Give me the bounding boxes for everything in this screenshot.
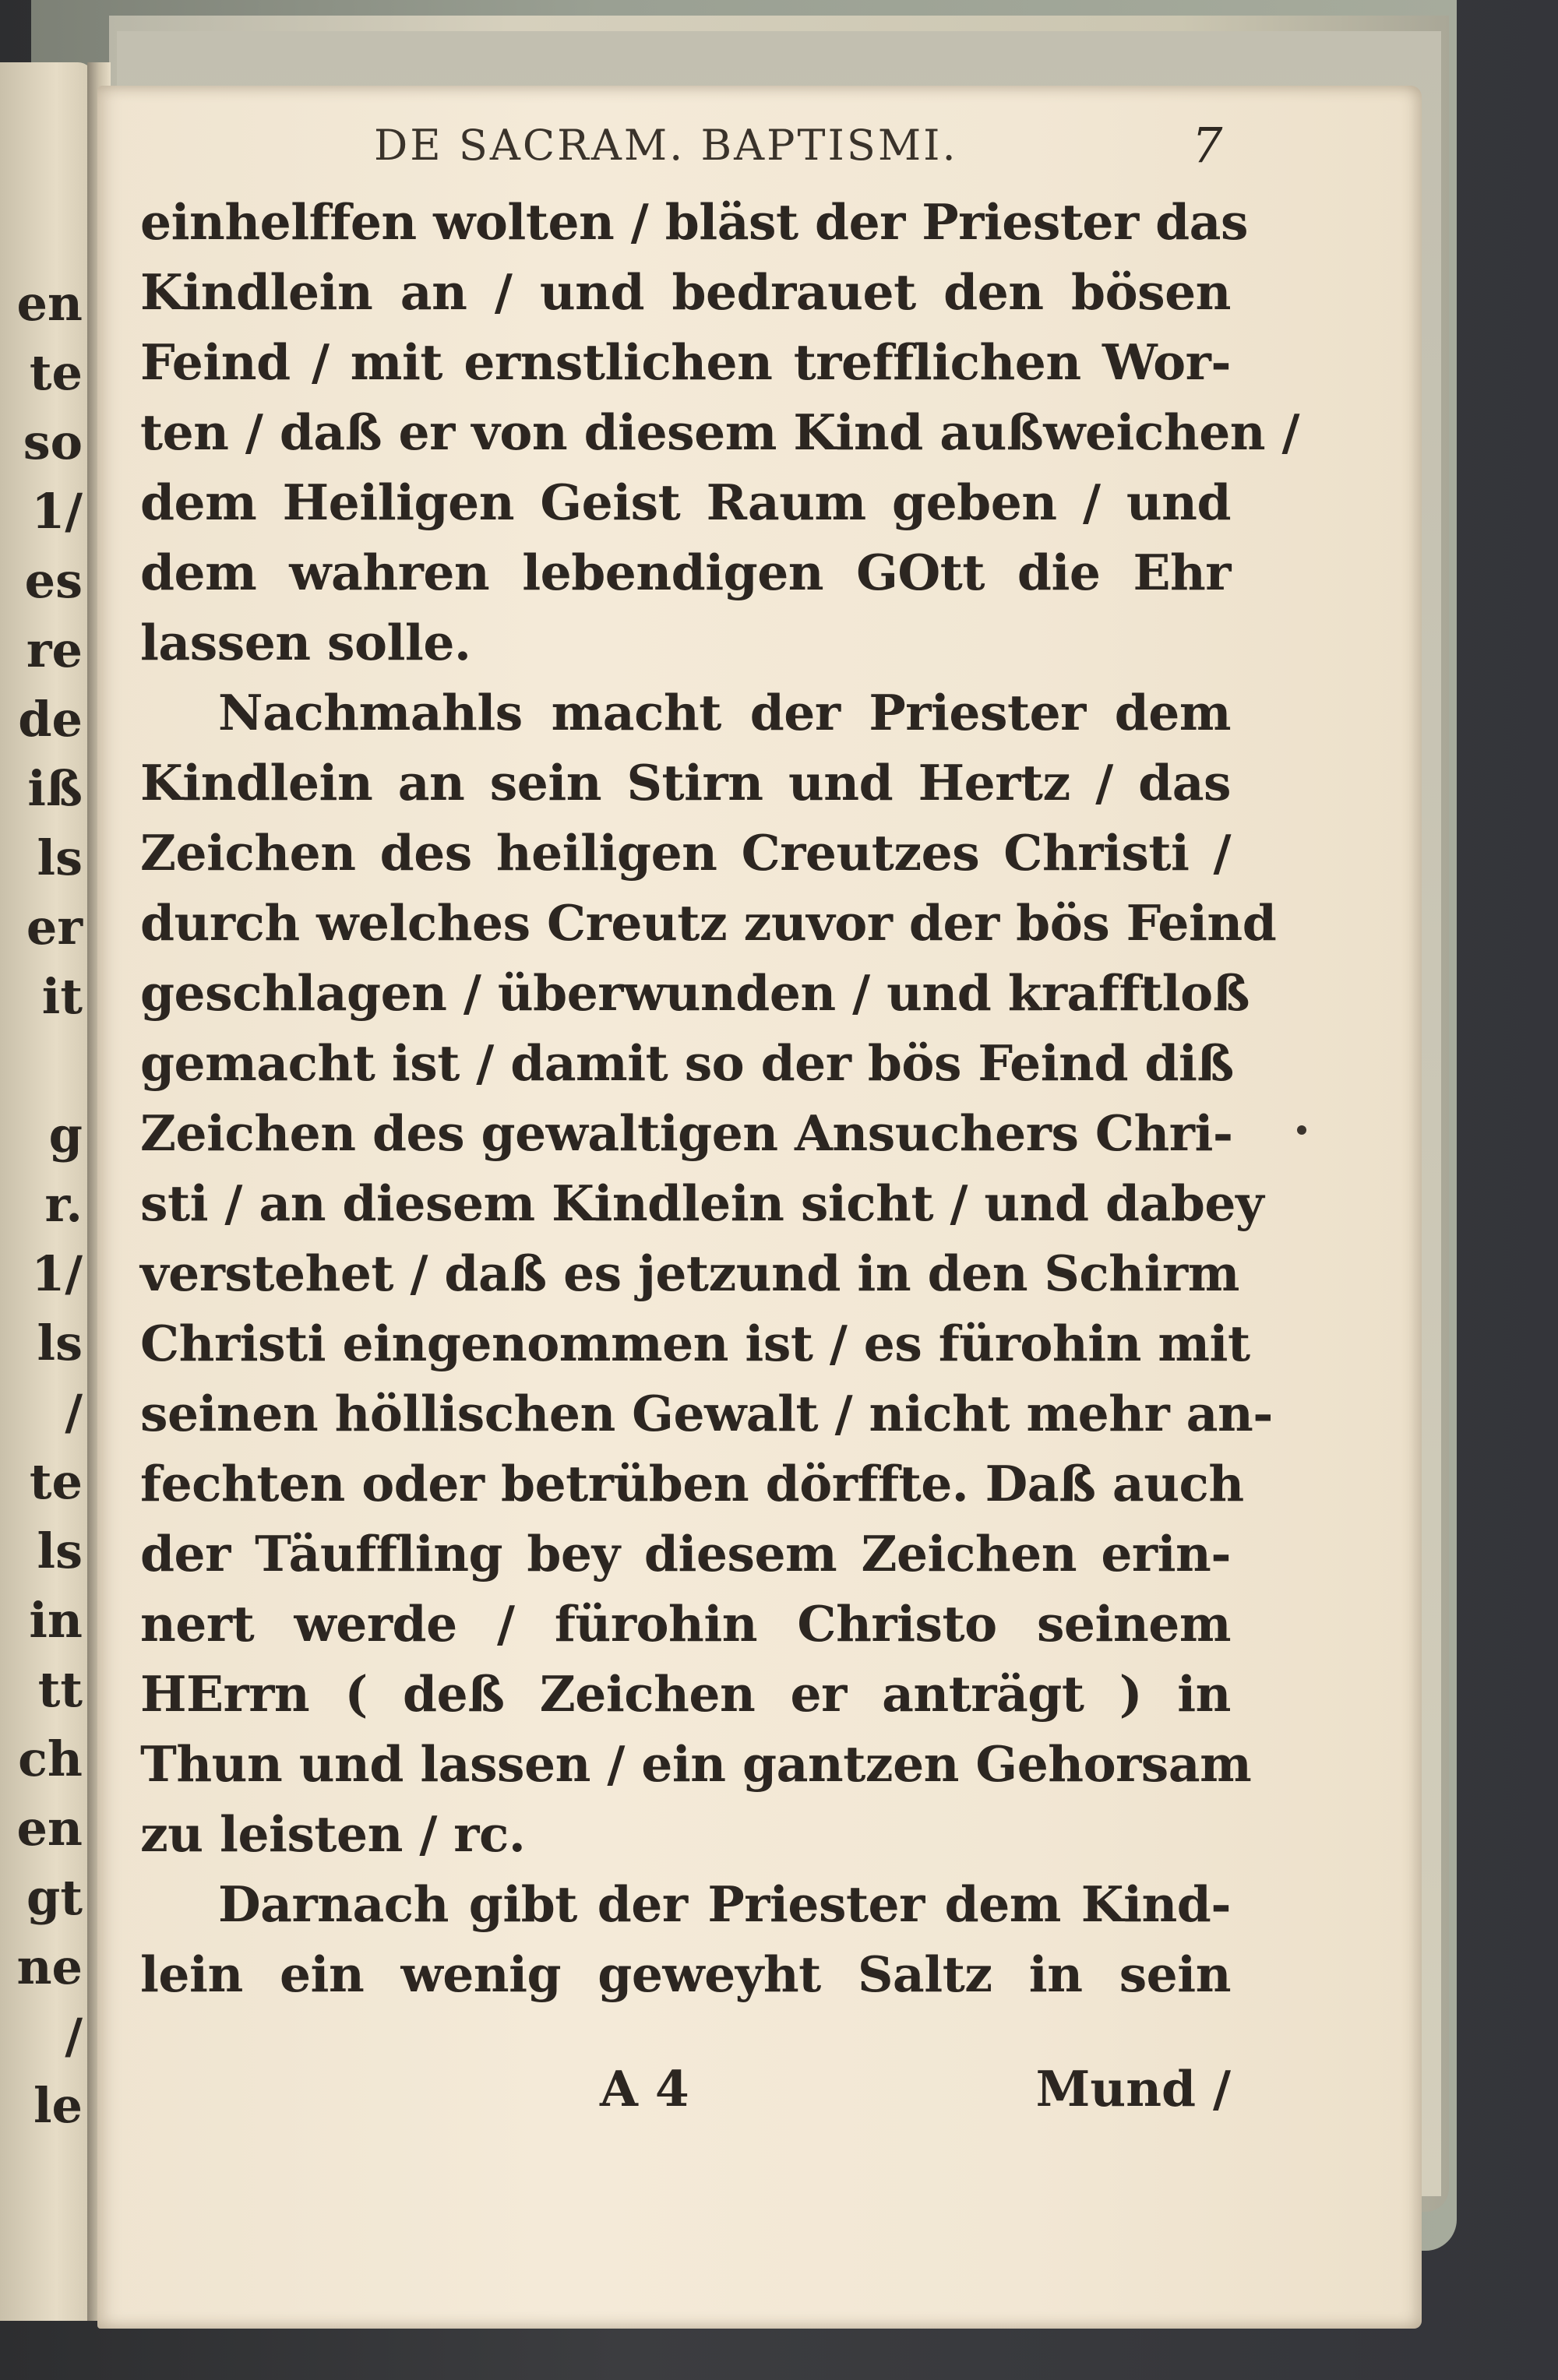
previous-page-fragment: iß [27, 760, 83, 817]
previous-page-fragments [0, 269, 87, 2140]
signature-mark: A 4 [600, 2060, 689, 2118]
text-line: Kindlein an sein Stirn und Hertz / das [140, 754, 1231, 812]
previous-page-fragment: r. [44, 1176, 83, 1233]
page-number: 7 [1192, 117, 1223, 174]
previous-page-fragment: / [65, 2008, 83, 2065]
text-line: Kindlein an / und bedrauet den bösen [140, 263, 1231, 321]
running-title: DE SACRAM. BAPTISMI. [374, 121, 958, 170]
previous-page-fragment: so [23, 414, 83, 470]
text-line: Zeichen des heiligen Creutzes Christi / [140, 824, 1231, 882]
text-line: Zeichen des gewaltigen Ansuchers Chri- [140, 1104, 1233, 1162]
text-line: lein ein wenig geweyht Saltz in sein [140, 1945, 1231, 2003]
page-footer [140, 2060, 1231, 2130]
text-line: einhelffen wolten / bläst der Priester das [140, 193, 1248, 251]
text-line: Thun und lassen / ein gantzen Gehorsam [140, 1735, 1252, 1793]
text-line: Nachmahls macht der Priester dem [218, 684, 1231, 741]
previous-page-fragment: re [26, 621, 83, 678]
previous-page-fragment: ls [37, 829, 83, 886]
text-line: seinen höllischen Gewalt / nicht mehr an- [140, 1385, 1273, 1442]
text-line: dem wahren lebendigen GOtt die Ehr [140, 544, 1231, 601]
previous-page-fragment: 1/ [31, 1245, 83, 1302]
previous-page-fragment: g [48, 1107, 83, 1164]
previous-page-fragment: ne [16, 1938, 83, 1995]
previous-page-fragment: er [26, 899, 83, 956]
text-line: HErrn ( deß Zeichen er anträgt ) in [140, 1665, 1231, 1723]
text-line: gemacht ist / damit so der bös Feind diß [140, 1034, 1234, 1092]
previous-page-fragment: 1/ [31, 483, 83, 540]
previous-page-fragment: en [16, 1800, 83, 1857]
previous-page-fragment: tt [37, 1661, 83, 1718]
previous-page-fragment: te [29, 344, 83, 401]
text-line: ten / daß er von diesem Kind außweichen / [140, 403, 1300, 461]
previous-page-fragment: in [29, 1592, 83, 1649]
previous-page-fragment: it [41, 968, 83, 1025]
text-line: lassen solle. [140, 614, 471, 671]
previous-page-fragment: en [16, 275, 83, 332]
previous-page-fragment: gt [26, 1869, 83, 1926]
body-text [140, 187, 1300, 2009]
text-line: nert werde / fürohin Christo seinem [140, 1595, 1231, 1653]
text-line: geschlagen / überwunden / und krafftloß [140, 964, 1250, 1022]
text-line: dem Heiligen Geist Raum geben / und [140, 474, 1231, 531]
text-line: Christi eingenommen ist / es fürohin mit [140, 1315, 1250, 1372]
catchword: Mund / [1035, 2060, 1231, 2118]
text-line: Feind / mit ernstlichen trefflichen Wor- [140, 333, 1231, 391]
previous-page [0, 62, 93, 2321]
previous-page-fragment: de [18, 691, 83, 748]
previous-page-fragment: te [29, 1453, 83, 1510]
text-line: der Täuffling bey diesem Zeichen erin- [140, 1525, 1231, 1583]
previous-page-fragment: le [33, 2077, 83, 2134]
text-line: zu leisten / rc. [140, 1805, 526, 1863]
previous-page-fragment: ch [18, 1730, 83, 1787]
text-line: fechten oder betrüben dörffte. Daß auch [140, 1455, 1244, 1512]
text-line: sti / an diesem Kindlein sicht / und dabey [140, 1174, 1264, 1232]
text-line: verstehet / daß es jetzund in den Schirm [140, 1245, 1239, 1302]
previous-page-fragment: es [24, 552, 83, 609]
text-line: Darnach gibt der Priester dem Kind- [218, 1875, 1231, 1933]
previous-page-fragment: / [65, 1384, 83, 1441]
previous-page-fragment: ls [37, 1315, 83, 1371]
ink-spot [1297, 1125, 1306, 1135]
previous-page-fragment [0, 1031, 87, 1100]
text-line: durch welches Creutz zuvor der bös Feind [140, 894, 1277, 952]
previous-page-fragment: ls [37, 1523, 83, 1579]
